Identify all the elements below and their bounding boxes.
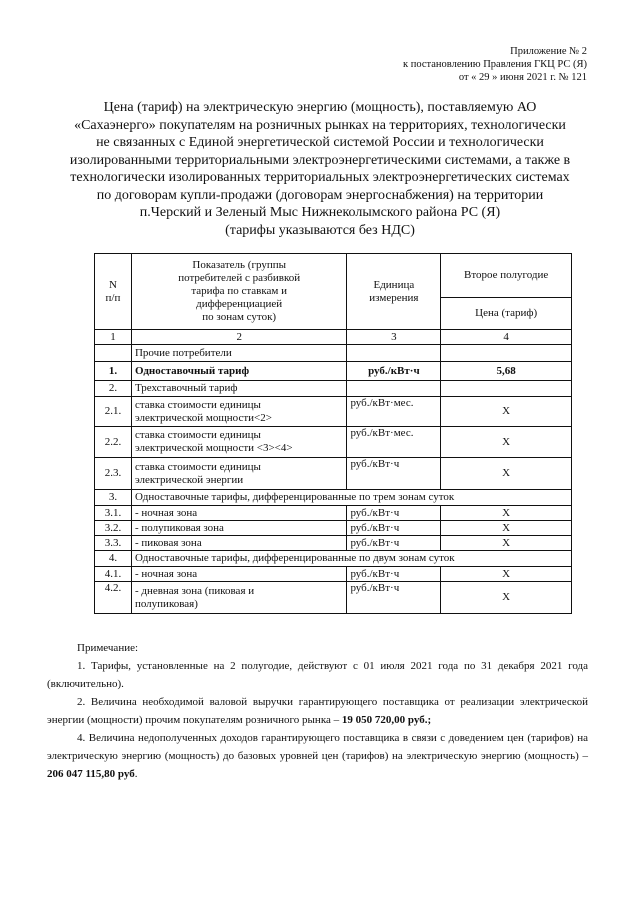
table-row xyxy=(95,536,572,551)
title-line: технологически изолированных территориальных электроэнергетических системах xyxy=(70,170,570,185)
col-number: 1 xyxy=(95,330,132,345)
tariff-table xyxy=(94,253,572,614)
title-line: п.Черский и Зеленый Мыс Нижнеколымского района РС (Я) xyxy=(139,205,501,220)
title-line: не связанных с Единой энергетической системой России и технологически xyxy=(96,135,544,150)
row-num: 3.1. xyxy=(95,506,132,521)
row-name: Одноставочный тариф xyxy=(131,362,347,381)
row-num: 2. xyxy=(95,381,132,397)
col-number: 4 xyxy=(441,330,572,345)
row-unit: руб./кВт·мес. xyxy=(347,397,441,427)
lost-income-amount: 206 047 115,80 руб xyxy=(47,768,135,780)
title-line: Цена (тариф) на электрическую энергию (мощность), поставляемую АО xyxy=(103,100,537,115)
row-num: 3.2. xyxy=(95,521,132,536)
table-row xyxy=(95,490,572,506)
table-header-row xyxy=(95,254,572,298)
row-name: Трехставочный тариф xyxy=(131,381,347,397)
revenue-amount: 19 050 720,00 руб.; xyxy=(341,714,432,726)
row-name: - ночная зона xyxy=(131,567,347,582)
row-unit: руб./кВт·ч xyxy=(347,458,441,490)
row-name: - полупиковая зона xyxy=(131,521,347,536)
col-number: 3 xyxy=(347,330,441,345)
group-label: Прочие потребители xyxy=(131,345,347,362)
row-unit: руб./кВт·ч xyxy=(347,506,441,521)
row-num: 2.1. xyxy=(95,397,132,427)
row-name: - ночная зона xyxy=(131,506,347,521)
row-unit: руб./кВт·ч xyxy=(347,567,441,582)
row-name: ставка стоимости единицы электрической энергии xyxy=(131,458,347,490)
notes-heading: Примечание: xyxy=(77,642,139,654)
table-row xyxy=(95,551,572,567)
row-value: X xyxy=(441,521,572,536)
row-num: 2.2. xyxy=(95,427,132,458)
appendix-number: Приложение № 2 xyxy=(510,46,587,57)
row-name: ставка стоимости единицы электрической мощности <3><4> xyxy=(131,427,347,458)
header-price: Цена (тариф) xyxy=(441,298,572,330)
col-number: 2 xyxy=(131,330,347,345)
row-value: X xyxy=(441,458,572,490)
row-num: 4.1. xyxy=(95,567,132,582)
row-value: X xyxy=(441,506,572,521)
title-line: изолированными территориальными электроэнергетическими системами, а также в xyxy=(69,152,571,168)
table-row xyxy=(95,458,572,490)
appendix-decree: к постановлению Правления ГКЦ РС (Я) xyxy=(403,59,587,70)
title-line: по договорам купли-продажи (договорам энергоснабжения) на территории xyxy=(96,187,544,203)
table-row xyxy=(95,397,572,427)
row-value: X xyxy=(441,536,572,551)
row-num: 4. xyxy=(95,551,132,567)
header-half-year: Второе полугодие xyxy=(441,254,572,298)
row-num: 3.3. xyxy=(95,536,132,551)
row-num: 1. xyxy=(95,362,132,381)
table-row xyxy=(95,381,572,397)
header-num: N п/п xyxy=(95,254,132,330)
appendix-date: от « 29 » июня 2021 г. № 121 xyxy=(458,72,587,83)
table-row xyxy=(95,506,572,521)
title-line: «Сахаэнерго» покупателям на розничных рынках на территориях, технологически xyxy=(74,117,566,133)
appendix-header xyxy=(403,45,587,84)
header-unit: Единица измерения xyxy=(347,254,441,330)
row-num: 3. xyxy=(95,490,132,506)
document-title xyxy=(40,99,600,239)
note-item: 4. Величина недополученных доходов гарантирующего поставщика в связи с доведением цен (тарифов) на электрическую энергию (мощность) до базовых уровней цен (тарифов) на электрическую энергию (мощность) – 206 047 115,80 руб. xyxy=(47,732,588,780)
header-indicator: Показатель (группы потребителей с разбивкой тарифа по ставкам и дифференциацией по зонам суток) xyxy=(131,254,347,330)
note-item: 2. Величина необходимой валовой выручки гарантирующего поставщика от реализации электрической энергии (мощности) прочим покупателям розничного рынка – 19 050 720,00 руб.; xyxy=(47,696,588,726)
row-value: X xyxy=(441,582,572,614)
table-row xyxy=(95,427,572,458)
table-row xyxy=(95,345,572,362)
row-name: - пиковая зона xyxy=(131,536,347,551)
row-value: X xyxy=(441,427,572,458)
notes-section xyxy=(47,639,588,783)
table-row xyxy=(95,521,572,536)
row-unit: руб./кВт·ч xyxy=(347,582,441,614)
row-value: X xyxy=(441,567,572,582)
title-line: (тарифы указываются без НДС) xyxy=(225,222,415,238)
table-row xyxy=(95,362,572,381)
note-item: 1. Тарифы, установленные на 2 полугодие, действуют с 01 июля 2021 года по 31 декабря 2021 года (включительно). xyxy=(47,660,588,690)
table-row xyxy=(95,567,572,582)
row-num: 2.3. xyxy=(95,458,132,490)
row-num: 4.2. xyxy=(95,582,132,614)
table-row xyxy=(95,582,572,614)
row-unit: руб./кВт·мес. xyxy=(347,427,441,458)
row-name: Одноставочные тарифы, дифференцированные по трем зонам суток xyxy=(131,490,571,506)
row-name: ставка стоимости единицы электрической мощности<2> xyxy=(131,397,347,427)
row-unit: руб./кВт·ч xyxy=(347,362,441,381)
row-value: 5,68 xyxy=(441,362,572,381)
row-name: Одноставочные тарифы, дифференцированные по двум зонам суток xyxy=(131,551,571,567)
column-number-row xyxy=(95,330,572,345)
row-value: X xyxy=(441,397,572,427)
row-name: - дневная зона (пиковая и полупиковая) xyxy=(131,582,347,614)
row-unit: руб./кВт·ч xyxy=(347,521,441,536)
row-unit: руб./кВт·ч xyxy=(347,536,441,551)
